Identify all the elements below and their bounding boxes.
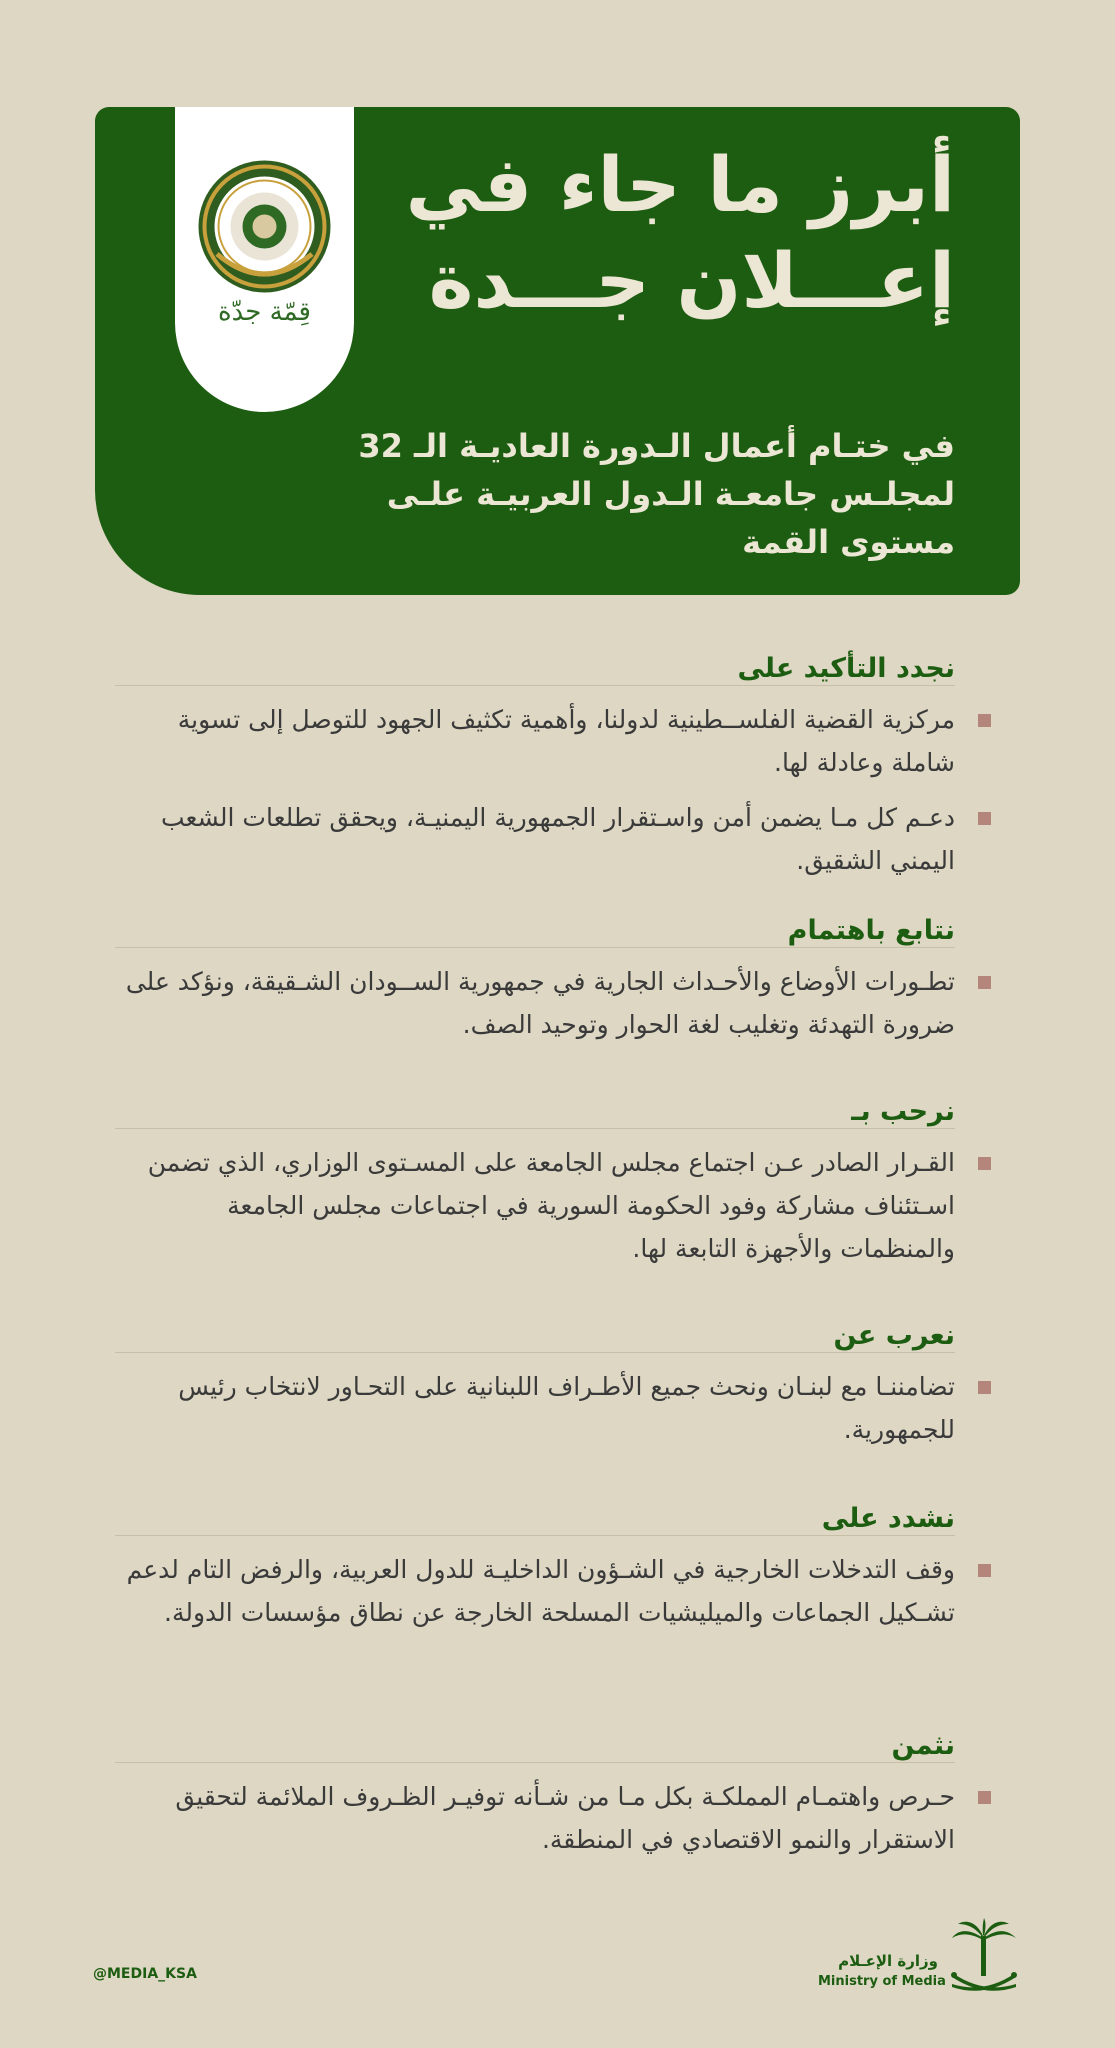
bullet-icon <box>978 1564 991 1577</box>
section-title: نرحب بـ <box>837 1096 955 1127</box>
list-item <box>115 796 955 882</box>
social-handle: @MEDIA_KSA <box>93 1966 197 1982</box>
bullet-icon <box>978 1381 991 1394</box>
section-express <box>115 1315 955 1451</box>
ministry-label <box>818 1952 946 1989</box>
list-item-text: مركزية القضية الفلســطينية لدولنا، وأهمية تكثيف الجهود للتوصل إلى تسوية شاملة وعادلة لها. <box>177 705 955 777</box>
list-item-text: حـرص واهتمـام المملكـة بكل مـا من شـأنه توفيـر الظـروف الملائمة لتحقيق الاستقرار والنمو الاقتصادي في المنطقة. <box>175 1782 955 1854</box>
list-item-text: تضامننـا مع لبنـان ونحث جميع الأطـراف اللبنانية على التحـاور لانتخاب رئيس للجمهورية. <box>178 1372 955 1444</box>
list-item <box>115 1365 955 1451</box>
bullet-icon <box>978 714 991 727</box>
section-divider <box>115 685 955 686</box>
list-item <box>115 1141 955 1270</box>
summit-logo-text: قِمّة جدّة <box>217 297 311 327</box>
section-header <box>115 910 955 948</box>
list-item <box>115 1548 955 1634</box>
list-item-text: وقف التدخلات الخارجية في الشـؤون الداخليـة للدول العربية، والرفض التام لدعم تشـكيل الجماعات والميليشيات المسلحة الخارجة عن نطاق مؤسسات الدولة. <box>126 1555 955 1627</box>
section-header <box>115 1498 955 1536</box>
section-title: نشدد على <box>808 1503 955 1534</box>
list-item-text: تطـورات الأوضاع والأحـداث الجارية في جمهورية الســودان الشـقيقة، ونؤكد على ضرورة التهدئة وتغليب لغة الحوار وتوحيد الصف. <box>125 967 955 1039</box>
bullet-icon <box>978 976 991 989</box>
title-line-2: إعـــلان جـــدة <box>428 236 955 325</box>
section-divider <box>115 1762 955 1763</box>
section-title: نعرب عن <box>820 1320 955 1351</box>
section-follow <box>115 910 955 1046</box>
section-emphasize <box>115 1498 955 1634</box>
section-title: نثمن <box>877 1730 955 1761</box>
summit-logo-tab <box>175 107 354 412</box>
list-item <box>115 1775 955 1861</box>
section-divider <box>115 1128 955 1129</box>
section-welcome <box>115 1091 955 1270</box>
bullet-icon <box>978 1157 991 1170</box>
section-reaffirm <box>115 648 955 882</box>
section-header <box>115 648 955 686</box>
section-title: نجدد التأكيد على <box>723 653 955 684</box>
page-title <box>395 137 955 329</box>
section-appreciate <box>115 1725 955 1861</box>
list-item <box>115 960 955 1046</box>
list-item <box>115 698 955 784</box>
title-line-1: أبرز ما جاء في <box>405 140 955 229</box>
section-title: نتابع باهتمام <box>774 915 955 946</box>
arab-league-seal-icon <box>197 159 332 294</box>
list-item-text: القـرار الصادر عـن اجتماع مجلس الجامعة على المسـتوى الوزاري، الذي تضمن اسـتئناف مشاركة وفود الحكومة السورية في اجتماعات مجلس الجامعة والمنظمات والأجهزة التابعة لها. <box>147 1148 955 1263</box>
section-header <box>115 1091 955 1129</box>
section-divider <box>115 947 955 948</box>
section-divider <box>115 1352 955 1353</box>
palm-swords-emblem-icon <box>946 1918 1022 1998</box>
bullet-icon <box>978 1791 991 1804</box>
list-item-text: دعـم كل مـا يضمن أمن واسـتقرار الجمهورية اليمنيـة، ويحقق تطلعات الشعب اليمني الشقيق. <box>161 803 955 875</box>
ministry-name-ar: وزارة الإعـلام <box>838 1952 938 1970</box>
header-banner <box>95 107 1020 595</box>
ministry-name-en: Ministry of Media <box>818 1974 946 1989</box>
section-divider <box>115 1535 955 1536</box>
page-subtitle: في ختـام أعمال الـدورة العاديـة الـ 32 لمجلـس جامعـة الـدول العربيـة علـى مستوى القمة <box>358 427 955 561</box>
section-header <box>115 1725 955 1763</box>
section-header <box>115 1315 955 1353</box>
bullet-icon <box>978 812 991 825</box>
